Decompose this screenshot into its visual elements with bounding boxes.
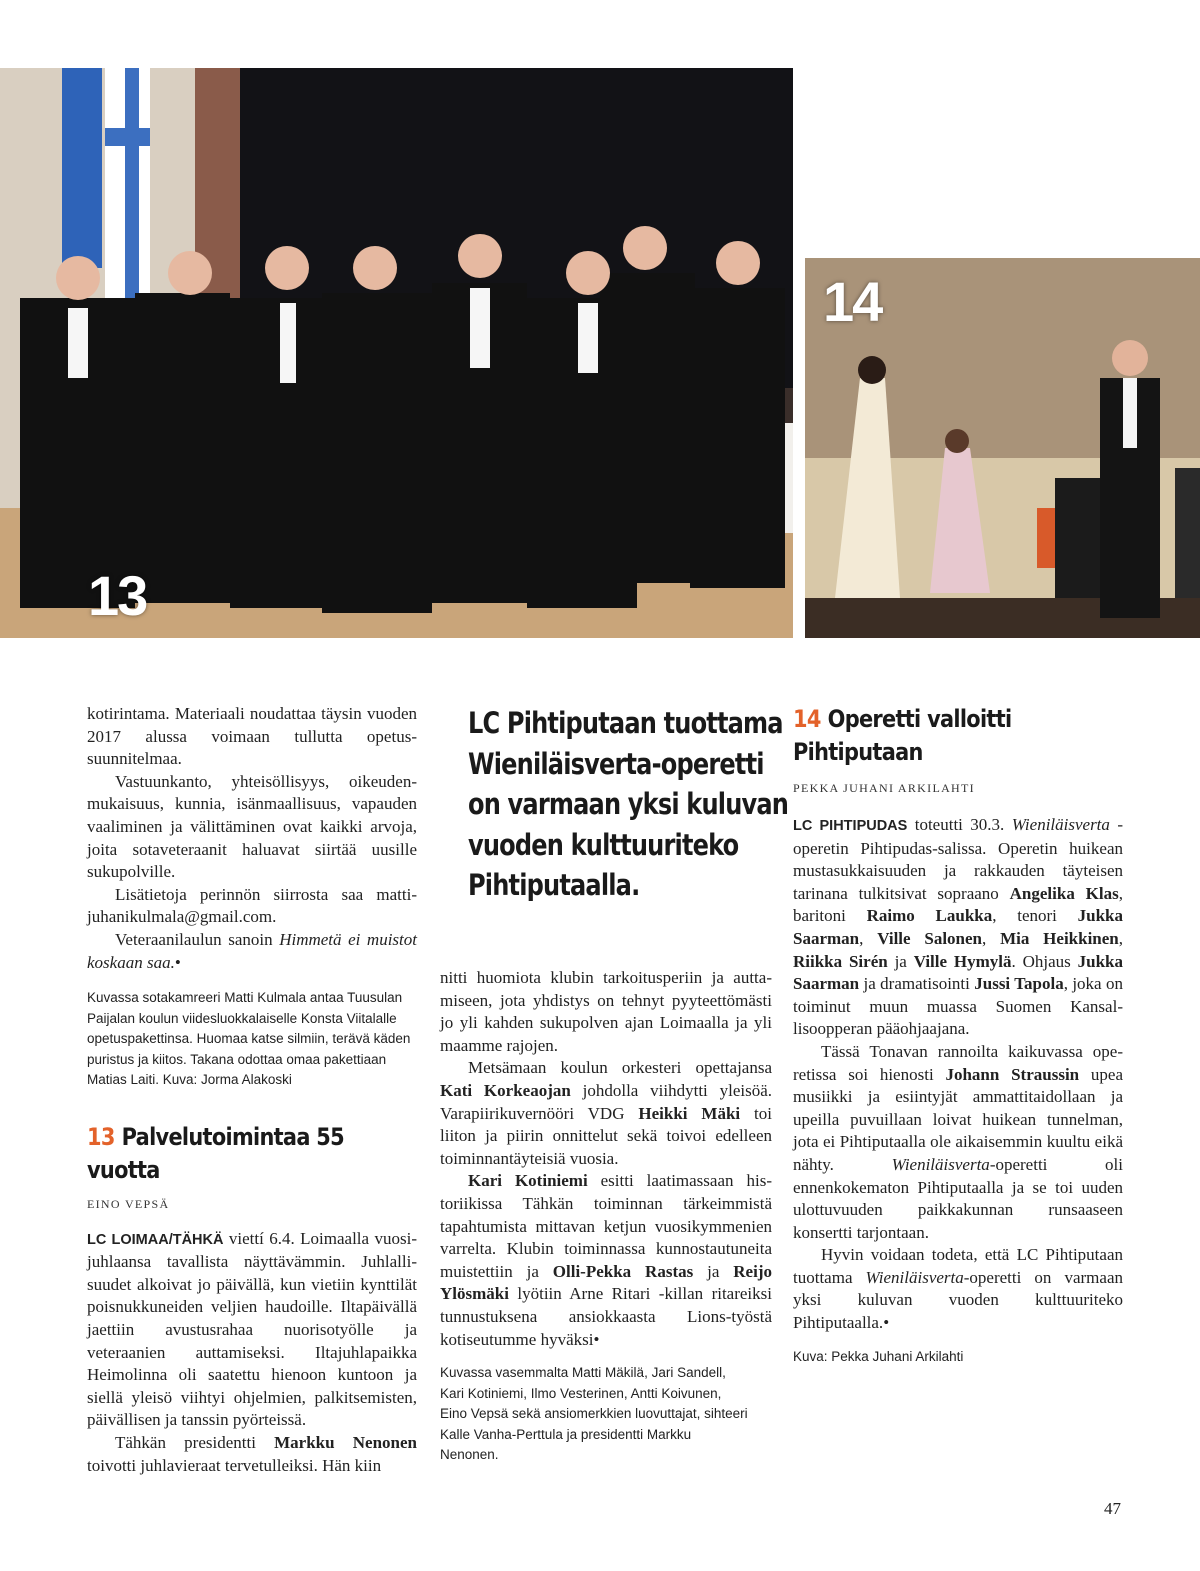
a14n3: Jukka Saarman — [793, 906, 1123, 948]
end-mark: • — [883, 1313, 890, 1333]
article-13-paragraph-1 — [87, 1228, 417, 1432]
c2p3a: esitti laatimassaan historiikissa Tähkän toiminnan tärkeimmistä tapahtumista mittavan ketjun vuosikymmenien varrelta. Klubin toiminnassa kunnostautuneita muistettiin ja — [440, 1171, 772, 1281]
a14n4: Ville Salonen — [877, 928, 983, 948]
a14n9: Jussi Tapola — [974, 974, 1064, 994]
a14p2n1: Johann Straussin — [945, 1064, 1080, 1084]
a14p2it: Wieniläisverta — [891, 1154, 990, 1174]
col1-p4-text: Veteraanilaulun sanoin — [115, 929, 280, 949]
a14i: . Ohjaus — [1011, 951, 1078, 971]
article-13-lead: LC LOIMAA/TÄHKÄ — [87, 1231, 224, 1248]
col1-paragraph-2: Vastuunkanto, yhteisöllisyys, oikeudenmukaisuus, kunnia, isänmaallisuus, vapauden vaaliminen ja välittäminen ovat kaikki arvoja, joita sotaveteraanit haluavat siirtää uusille sukupolville. — [87, 771, 417, 882]
article-14-lead: LC PIHTIPUDAS — [793, 818, 908, 834]
a14p3a: Hyvin voidaan todeta, että LC Pihtiputaan tuottama — [793, 1245, 1123, 1287]
col3-caption: Kuva: Pekka Juhani Arkilahti — [793, 1348, 964, 1364]
a14e: , — [859, 928, 878, 948]
c2p2c: toi liiton ja piirin onnittelut sekä toivoi edelleen toiminnantäyteisiä vuosia. — [440, 1103, 772, 1168]
col2-paragraph-3 — [440, 1170, 772, 1351]
a14b: -operetin Pihtipudas-salissa. Operetin huikean mustasukkaisuuden ja rakkauden täyteisen tarinana tulkitsivat sopraano — [793, 815, 1123, 903]
a14n2: Raimo Laukka — [866, 906, 993, 926]
a14k: , joka on toiminut muun muassa Suomen Kansallisoopperan pääohjaajana. — [793, 974, 1123, 1039]
photo-13-illustration — [0, 68, 793, 638]
a14p2b: upea musiikki ja esiintyjät ammattitaidollaan ja upeilla puvuillaan loivat huikean tunnelman, jota ei Pihtiputaalla ole aikaisemmin kuultu eikä nähty. — [793, 1064, 1123, 1174]
a13-p2-post: toivotti juhlavieraat tervetulleiksi. Hän kiin — [87, 1455, 382, 1475]
a14n7: Ville Hymylä — [913, 951, 1012, 971]
article-13-number: 13 — [87, 1122, 115, 1151]
page-number: 47 — [1104, 1499, 1121, 1518]
a14n1: Angelika Klas — [1009, 883, 1119, 903]
a14it1: Wieniläisverta — [1011, 815, 1110, 834]
a14f: , — [982, 928, 1001, 948]
column-1 — [87, 703, 417, 1477]
article-14-paragraph-2 — [793, 1041, 1123, 1244]
col2-caption: Kuvassa vasemmalta Matti Mäkilä, Jari Sandell, Kari Kotiniemi, Ilmo Vesterinen, Antti Koivunen, Eino Vepsä sekä ansiomerkkien luovuttajat, sihteeri Kalle Vanha-Perttula ja presidentti Markku Nenonen. — [440, 1365, 748, 1463]
article-14-number: 14 — [793, 705, 821, 733]
article-14-byline: PEKKA JUHANI ARKILAHTI — [793, 781, 975, 795]
article-14-title — [793, 703, 1098, 769]
article-13-paragraph-2 — [87, 1432, 417, 1477]
a13-p2-pre: Tähkän presidentti — [115, 1432, 275, 1452]
col2-paragraph-2 — [440, 1057, 772, 1170]
a14c: , baritoni — [793, 883, 1123, 926]
article-14-paragraph-1 — [793, 814, 1123, 1041]
article-14-paragraph-3 — [793, 1244, 1123, 1334]
col2-paragraph-1: nitti huomiota klubin tarkoitusperiin ja auttamiseen, jota yhdistys on tehnyt pyyteettömästi jo yli kahden sukupolven ajan Loimaalla ja yli maamme rajojen. — [440, 968, 772, 1055]
a14n5: Mia Heikkinen — [1000, 928, 1119, 948]
column-2 — [440, 703, 789, 1466]
c2p3n1: Kari Kotiniemi — [468, 1171, 588, 1191]
column-3 — [793, 703, 1123, 1367]
article-14-title-text: Operetti valloitti Pihtiputaan — [793, 705, 1012, 766]
a14n8: Jukka Saarman — [793, 951, 1123, 994]
a14p2a: Tässä Tonavan rannoilta kaikuvassa operetissa soi hienosti — [793, 1041, 1123, 1084]
c2p3n3: Reijo Ylösmäki — [440, 1261, 772, 1304]
c2p3c: lyötiin Arne Ritari -killan ritareiksi tunnustuksena ansiokkaasta Lions-työstä kotiseutumme hyväksi — [440, 1284, 772, 1349]
pull-quote: LC Pihtiputaan tuottama Wieniläisverta-operetti on varmaan yksi kuluvan vuoden kulttuuriteko Pihtiputaalla. — [468, 706, 789, 902]
a14p3b: -operetti on varmaan yksi kuluvan vuoden kulttuuriteko Pihtiputaalla. — [793, 1267, 1123, 1333]
a14d: , tenori — [992, 906, 1078, 926]
c2p2a: Metsämaan koulun orkesteri opettajansa — [468, 1058, 772, 1078]
c2p2n2: Heikki Mäki — [638, 1103, 741, 1123]
c2p3n2: Olli-Pekka Rastas — [552, 1261, 694, 1281]
article-13-title-text: Palvelutoimintaa 55 vuotta — [87, 1122, 344, 1184]
end-mark: • — [593, 1329, 600, 1349]
a14n6: Riikka Sirén — [793, 951, 888, 971]
col1-caption: Kuvassa sotakamreeri Matti Kulmala antaa Tuusulan Paijalan koulun viidesluokkalaiselle Konsta Viitalalle opetuspakettinsa. Huomaa katse silmiin, terävä käden puristus ja kiitos. Takana odottaa omaa pakettiaan Matias Laiti. Kuva: Jorma Alakoski — [87, 990, 411, 1088]
a14j: ja dramatisointi — [859, 974, 975, 994]
a13-p2-name: Markku Nenonen — [274, 1432, 417, 1452]
a14a: toteutti 30.3. — [907, 815, 1012, 834]
article-13-title — [87, 1121, 392, 1187]
photo-13-number: 13 — [88, 564, 147, 627]
c2p2n1: Kati Korkeaojan — [440, 1080, 571, 1100]
article-13-byline: EINO VEPSÄ — [87, 1196, 170, 1211]
a14p3it: Wieniläisverta — [865, 1267, 964, 1287]
end-mark: • — [174, 952, 181, 972]
col1-paragraph-3: Lisätietoja perinnön siirrosta saa mattijuhanikulmala@gmail.com. — [87, 884, 417, 927]
article-13-p1-text: viettí 6.4. Loimaalla vuosijuhlaansa tavallista näyttävämmin. Juhlallisuudet alkoivat jo päivällä, kun vietiin kynttilät poisnukkuneiden veljien haudoille. Iltapäivällä jaettiin avustusrahaa nuorisotyölle ja veteraanien auttamiseksi. Iltajuhlapaikka Heimolinna oli saatettu hienoon kuntoon ja siellä yleisö viihtyi ohjelmien, palkitsemisten, päivällisen ja tanssin pyörteissä. — [87, 1228, 417, 1430]
photo-14-number: 14 — [823, 270, 882, 333]
c2p2b: johdolla viihdytti yleisöä. Varapiirikuvernööri VDG — [440, 1080, 772, 1123]
a14h: ja — [887, 951, 914, 971]
c2p3b: ja — [693, 1261, 734, 1281]
photo-14-operetta — [805, 258, 1200, 638]
a14p2c: -operetti oli ennenkokematon Pihtiputaalla ja se toi uuden ulottuvuuden paikkakunnan runsaaseen konsertti tarjontaan. — [793, 1154, 1124, 1242]
col1-p4-italic: Himmetä ei muistot koskaan saa. — [87, 929, 417, 972]
a14g: , — [1118, 928, 1124, 948]
col1-paragraph-1: kotirintama. Materiaali noudattaa täysin vuoden 2017 alussa voimaan tullutta opetussuunnitelmaa. — [87, 704, 417, 769]
col1-paragraph-4 — [87, 929, 417, 974]
photo-13-group — [0, 68, 793, 638]
